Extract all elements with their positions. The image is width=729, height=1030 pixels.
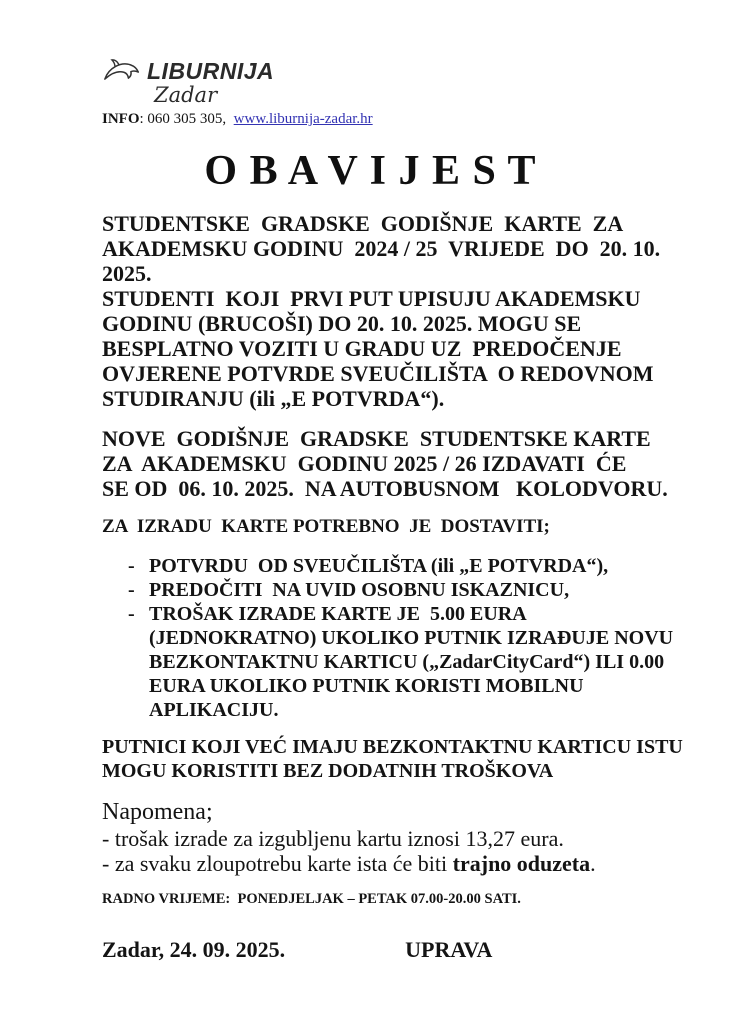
place-and-date: Zadar, 24. 09. 2025.	[102, 937, 286, 962]
text-line: NOVE GODIŠNJE GRADSKE STUDENTSKE KARTE	[102, 426, 651, 451]
dash-bullet: -	[128, 603, 135, 625]
text-line: GODINU (BRUCOŠI) DO 20. 10. 2025. MOGU SE	[102, 311, 582, 336]
paragraph-freshmen	[102, 286, 654, 411]
text-line: STUDENTI KOJI PRVI PUT UPISUJU AKADEMSKU	[102, 286, 641, 311]
text-line: BESPLATNO VOZITI U GRADU UZ PREDOČENJE	[102, 336, 622, 361]
text-segment-bold: trajno oduzeta	[452, 851, 591, 876]
text-line: STUDIRANJU (ili „E POTVRDA“).	[102, 386, 445, 411]
note-section	[102, 799, 639, 876]
text-line: PREDOČITI NA UVID OSOBNU ISKAZNICU,	[149, 579, 570, 601]
text-line: BEZKONTAKTNU KARTICU („ZadarCityCard“) ILI 0.00	[149, 651, 665, 673]
website-link[interactable]: www.liburnija-zadar.hr	[233, 111, 373, 127]
requirements-heading: ZA IZRADU KARTE POTREBNO JE DOSTAVITI;	[102, 516, 550, 537]
text-line: AKADEMSKU GODINU 2024 / 25 VRIJEDE DO 20. 10.	[102, 236, 661, 261]
text-line: (JEDNOKRATNO) UKOLIKO PUTNIK IZRAĐUJE NOVU	[149, 627, 674, 649]
info-line	[102, 111, 639, 128]
text-segment: - za svaku zloupotrebu karte ista će biti	[102, 851, 453, 876]
requirements-list	[102, 554, 674, 722]
document-footer	[102, 937, 639, 963]
list-item	[102, 554, 639, 578]
info-label: INFO	[102, 111, 140, 127]
list-item	[102, 578, 639, 602]
dash-bullet: -	[128, 555, 135, 577]
page-title: O B A V I J E S T	[204, 148, 537, 194]
text-line: MOGU KORISTITI BEZ DODATNIH TROŠKOVA	[102, 760, 554, 782]
paragraph-validity	[102, 211, 661, 286]
text-line: TROŠAK IZRADE KARTE JE 5.00 EURA	[149, 603, 527, 625]
text-line: OVJERENE POTVRDE SVEUČILIŠTA O REDOVNOM	[102, 361, 654, 386]
dash-bullet: -	[128, 579, 135, 601]
text-line: APLIKACIJU.	[149, 699, 279, 721]
paragraph-new-cards	[102, 426, 668, 501]
text-line: SE OD 06. 10. 2025. NA AUTOBUSNOM KOLODVORU.	[102, 476, 668, 501]
paragraph-existing-card	[102, 735, 683, 783]
logo-brand-text: LIBURNIJA	[147, 57, 275, 84]
note-misuse-line	[102, 851, 639, 876]
company-logo	[102, 56, 639, 86]
list-item	[102, 602, 674, 722]
signature-uprava: UPRAVA	[405, 937, 493, 962]
info-phone: : 060 305 305,	[139, 111, 234, 127]
text-line: STUDENTSKE GRADSKE GODIŠNJE KARTE ZA	[102, 211, 624, 236]
text-line: 2025.	[102, 261, 152, 286]
note-lost-card-line: - trošak izrade za izgubljenu kartu iznosi 13,27 eura.	[102, 826, 564, 851]
text-segment: .	[590, 851, 596, 876]
dolphin-icon	[102, 58, 140, 85]
text-line: ZA AKADEMSKU GODINU 2025 / 26 IZDAVATI ĆE	[102, 451, 627, 476]
note-heading: Napomena;	[102, 799, 213, 825]
working-hours-line: RADNO VRIJEME: PONEDJELJAK – PETAK 07.00-20.00 SATI.	[102, 891, 521, 907]
letterhead	[102, 56, 639, 128]
text-line: POTVRDU OD SVEUČILIŠTA (ili „E POTVRDA“),	[149, 555, 609, 577]
text-line: EURA UKOLIKO PUTNIK KORISTI MOBILNU	[149, 675, 584, 697]
text-line: PUTNICI KOJI VEĆ IMAJU BEZKONTAKTNU KARTICU ISTU	[102, 736, 683, 758]
logo-city-text: Zadar	[154, 83, 218, 107]
